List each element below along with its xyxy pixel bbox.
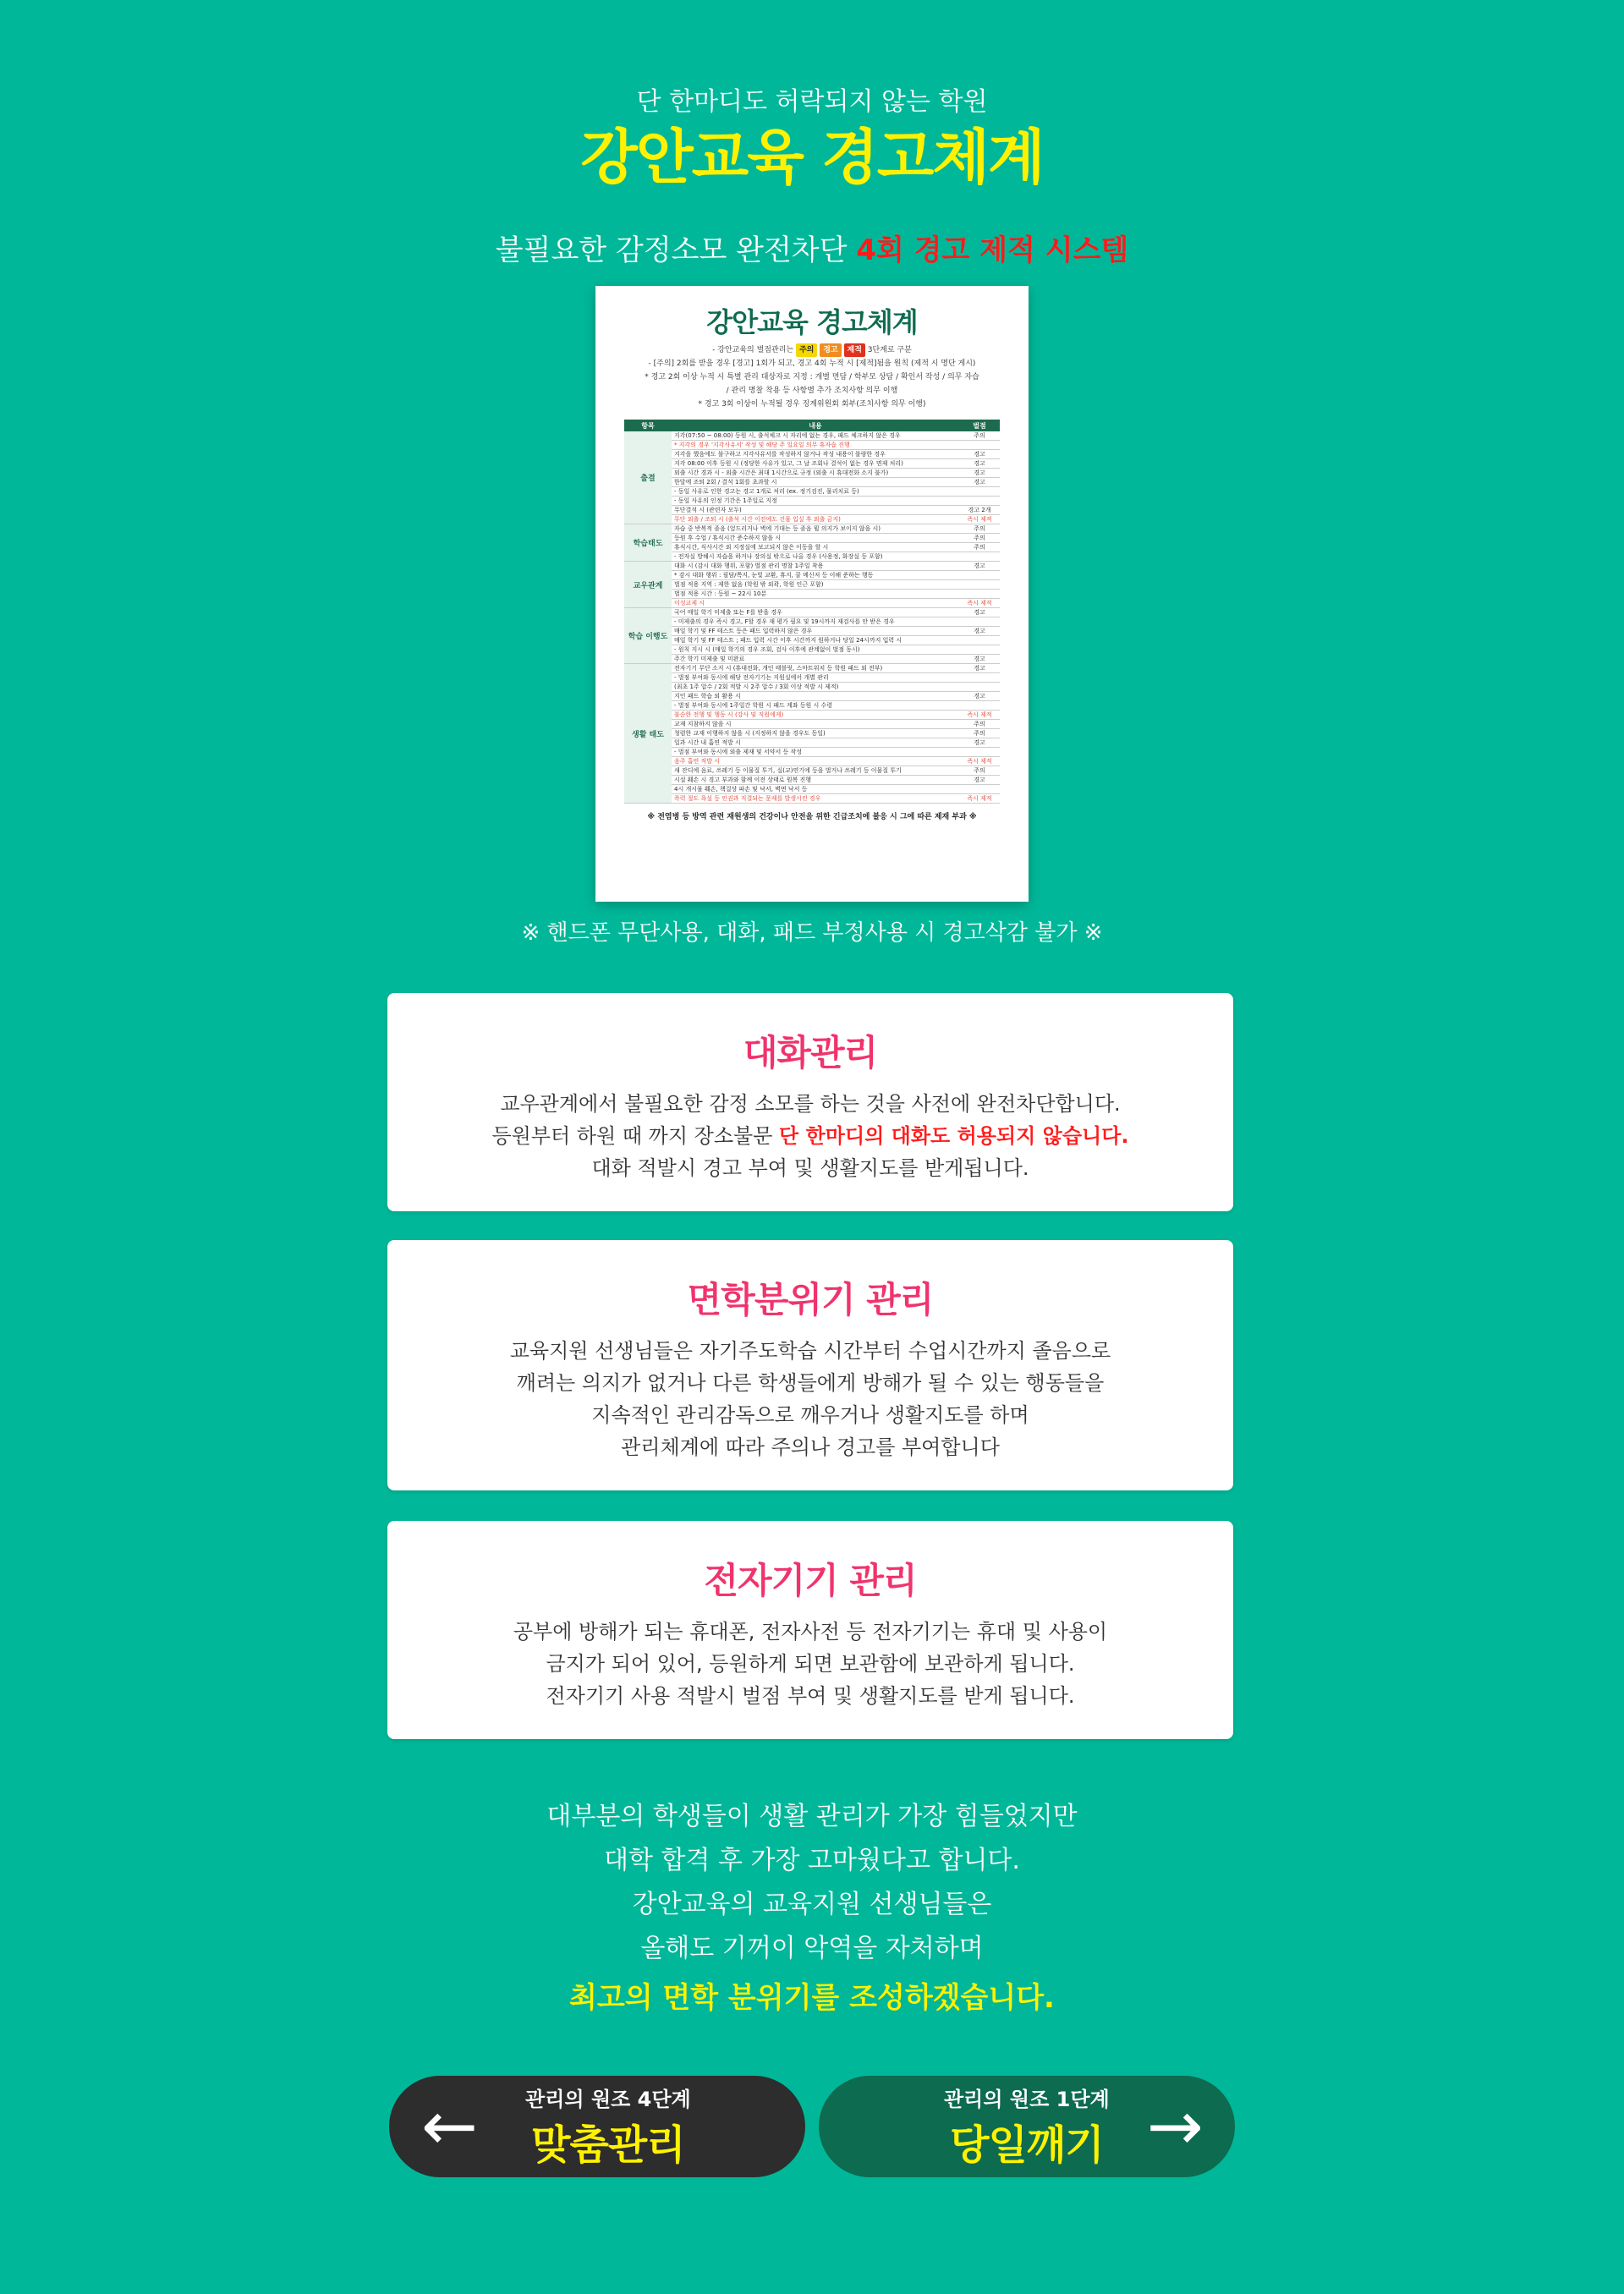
poster-category-cell: 교우관계	[624, 562, 672, 608]
poster-col-penalty: 벌점	[959, 420, 1000, 431]
poster-content-cell: 이성교제 시	[672, 599, 959, 608]
poster-content-cell: - 동일 사유로 인한 경고는 경고 1개로 처리 (ex. 정기검진, 물리치료 등)	[672, 487, 959, 497]
page-title: 강안교육 경고체계	[580, 123, 1044, 192]
closing-line: 올해도 기꺼이 악역을 자처하며	[640, 1934, 984, 1963]
device-card-title: 전자기기 관리	[704, 1560, 917, 1601]
poster-penalty-cell: 경고	[959, 627, 1000, 636]
poster-category-cell: 출결	[624, 431, 672, 524]
device-management-card	[387, 1521, 1233, 1739]
poster-penalty-cell	[959, 636, 1000, 645]
poster-content-cell: 교재 지참하지 않을 시	[672, 720, 959, 729]
poster-tag-expel: 제적	[844, 343, 865, 357]
prev-step-title: 맞춤관리	[531, 2121, 685, 2169]
poster-table-row	[624, 748, 1000, 757]
phone-usage-note: ※ 핸드폰 무단사용, 대화, 패드 부정사용 시 경고삭감 불가 ※	[521, 920, 1103, 946]
poster-table-row	[624, 524, 1000, 534]
poster-table-row	[624, 608, 1000, 617]
study-card-line: 지속적인 관리감독으로 깨우거나 생활지도를 하며	[591, 1403, 1029, 1427]
poster-title: 강안교육 경고체계	[706, 306, 918, 338]
poster-table-row	[624, 450, 1000, 459]
poster-table-row	[624, 627, 1000, 636]
poster-content-cell: 음주 흡연 적발 시	[672, 757, 959, 766]
poster-table-row	[624, 571, 1000, 580]
closing-line: 대부분의 학생들이 생활 관리가 가장 힘들었지만	[546, 1802, 1078, 1831]
poster-penalty-cell	[959, 580, 1000, 590]
poster-table-row	[624, 673, 1000, 683]
poster-penalty-cell	[959, 748, 1000, 757]
poster-content-cell: - 벌점 부여와 동시에 1주일간 학원 시 패드 계좌 등원 시 수령	[672, 701, 959, 711]
poster-content-cell: - 벌점 부여와 동시에 해당 전자기기는 지원실에서 개별 관리	[672, 673, 959, 683]
poster-penalty-cell: 즉시 제적	[959, 599, 1000, 608]
poster-penalty-cell: 주의	[959, 720, 1000, 729]
closing-line: 대학 합격 후 가장 고마웠다고 합니다.	[604, 1846, 1020, 1875]
poster-table	[624, 420, 1000, 804]
poster-content-cell: 새 잔디에 음료, 쓰레기 등 이물질 투기, 실(교)연기에 등을 벌거나 쓰레기 등 이물질 투기	[672, 766, 959, 776]
talk-card-line: 대화 적발시 경고 부여 및 생활지도를 받게됩니다.	[591, 1156, 1029, 1180]
tagline-prefix: 불필요한 감정소모 완전차단	[495, 233, 848, 267]
study-card-line: 관리체계에 따라 주의나 경고를 부여합니다	[621, 1435, 1000, 1459]
poster-table-row	[624, 701, 1000, 711]
poster-table-row	[624, 543, 1000, 552]
poster-table-row	[624, 776, 1000, 785]
poster-content-cell: 국어 매일 학기 미제출 또는 F를 받을 경우	[672, 608, 959, 617]
poster-note: * 경고 2회 이상 누적 시 특별 관리 대상자로 지정 : 개별 면담 / 학부모 상담 / 확인서 작성 / 의무 자습	[645, 373, 979, 381]
poster-content-cell: 지각(07:50 ~ 08:00) 등원 시, 출석체크 시 자리에 없는 경우, 패드 체크하지 않은 경우	[672, 431, 959, 441]
poster-content-cell: 자습 중 반복적 졸음 (엎드리거나 벽에 기대는 등 졸음 뭘 의지가 보이지 않을 시)	[672, 524, 959, 534]
poster-penalty-cell: 주의	[959, 534, 1000, 543]
poster-penalty-cell: 주의	[959, 524, 1000, 534]
study-atmosphere-card	[387, 1240, 1233, 1490]
device-card-line: 공부에 방해가 되는 휴대폰, 전자사전 등 전자기기는 휴대 및 사용이	[513, 1620, 1108, 1644]
poster-penalty-cell	[959, 552, 1000, 562]
poster-table-row	[624, 552, 1000, 562]
poster-table-row	[624, 534, 1000, 543]
poster-content-cell: 매일 학기 및 FF 테스트 ; 패드 입력 시간 이후 시간까지 원하거나 당일 24시까지 입력 시	[672, 636, 959, 645]
poster-content-cell: 무단결석 시 (관련자 모두)	[672, 506, 959, 515]
poster-content-cell: 벌점 적용 시간 : 등원 ~ 22시 10분	[672, 590, 959, 599]
poster-penalty-cell: 경고	[959, 664, 1000, 673]
poster-table-row	[624, 431, 1000, 441]
poster-content-cell: 4시 개시물 훼손, 책걸상 파손 및 낙서, 벽면 낙서 등	[672, 785, 959, 794]
poster-table-row	[624, 785, 1000, 794]
poster-table-row	[624, 711, 1000, 720]
poster-content-cell: 폭력 절도 욕설 등 인권과 직결되는 문제를 발생시킨 경우	[672, 794, 959, 804]
poster-table-row	[624, 655, 1000, 664]
poster-penalty-cell: 경고	[959, 562, 1000, 571]
arrow-left-icon: ←	[421, 2087, 479, 2165]
poster-penalty-cell: 즉시 제적	[959, 757, 1000, 766]
poster-penalty-cell: 주의	[959, 729, 1000, 738]
poster-table-row	[624, 738, 1000, 748]
poster-penalty-cell: 즉시 제적	[959, 515, 1000, 524]
poster-penalty-cell: 주의	[959, 766, 1000, 776]
poster-content-cell: (최초 1주 압수 / 2회 적발 시 2주 압수 / 3회 이상 적발 시 제적)	[672, 683, 959, 692]
poster-content-cell: * 지각의 경우 '지각사유서' 작성 및 해당 주 일요일 의무 휴자습 진행	[672, 441, 959, 450]
talk-card-line	[387, 1120, 1233, 1152]
poster-penalty-cell: 경고	[959, 655, 1000, 664]
device-card-line: 전자기기 사용 적발시 벌점 부여 및 생활지도를 받게 됩니다.	[546, 1684, 1075, 1708]
tagline-highlight: 4회 경고 제적 시스템	[856, 233, 1129, 267]
talk-card-line: 교우관계에서 불필요한 감정 소모를 하는 것을 사전에 완전차단합니다.	[500, 1092, 1121, 1116]
poster-penalty-cell	[959, 590, 1000, 599]
poster-penalty-cell	[959, 683, 1000, 692]
poster-penalty-cell	[959, 701, 1000, 711]
poster-category-cell: 학습 이행도	[624, 608, 672, 664]
poster-penalty-cell: 즉시 제적	[959, 711, 1000, 720]
tagline	[0, 227, 1624, 268]
poster-content-cell: 매일 학기 및 FF 테스트 등은 패드 입력하지 않은 경우	[672, 627, 959, 636]
next-step-label: 관리의 원조 1단계	[944, 2088, 1110, 2111]
poster-content-cell: 등원 후 수업 / 휴식시간 준수하지 않을 시	[672, 534, 959, 543]
poster-content-cell: 시설 훼손 시 경고 부과와 함께 이전 상태로 원복 진행	[672, 776, 959, 785]
poster-intro	[624, 343, 1000, 357]
poster-penalty-cell: 경고	[959, 738, 1000, 748]
prev-step-label: 관리의 원조 4단계	[525, 2088, 691, 2111]
poster-table-row	[624, 683, 1000, 692]
poster-table-row	[624, 645, 1000, 655]
poster-penalty-cell	[959, 441, 1000, 450]
poster-content-cell: * 감시 대화 행위 : 필담/쪽지, 눈빛 교환, 휴지, 쿨 메신저 등 이해 준하는 행동	[672, 571, 959, 580]
poster-footer: ※ 전염병 등 방역 관련 재원생의 건강이나 안전을 위한 긴급조치에 불응 시 그에 따른 제재 부과 ※	[647, 813, 977, 821]
poster-category-cell: 학습태도	[624, 524, 672, 562]
talk-card-line2-prefix: 등원부터 하원 때 까지 장소불문	[491, 1124, 780, 1148]
closing-message	[0, 1795, 1624, 2020]
poster-content-cell: 청렴한 교재 이행하지 않을 시 (지정하지 않을 경우도 동일)	[672, 729, 959, 738]
talk-card-line2-highlight: 단 한마디의 대화도 허용되지 않습니다.	[779, 1124, 1129, 1148]
poster-table-row	[624, 794, 1000, 804]
poster-content-cell: 지각 08:00 이후 등원 시 (정당한 사유가 있고, 그 날 조회나 결석이 없는 경우 면제 처리)	[672, 459, 959, 469]
poster-col-content: 내용	[672, 420, 959, 431]
poster-table-row	[624, 617, 1000, 627]
poster-penalty-cell: 경고	[959, 478, 1000, 487]
poster-category-cell: 생활 태도	[624, 664, 672, 804]
poster-table-row	[624, 562, 1000, 571]
poster-content-cell: 지각을 했음에도 불구하고 지각사유서를 작성하지 않거나 작성 내용이 불량한 경우	[672, 450, 959, 459]
closing-line: 강안교육의 교육지원 선생님들은	[632, 1890, 992, 1919]
poster-table-row	[624, 515, 1000, 524]
poster-intro-text: - 강안교육의 벌점관리는	[712, 346, 794, 354]
poster-content-cell: 전자기기 무단 소지 시 (휴대전화, 개인 태블릿, 스마트워치 등 학원 패드 외 전부)	[672, 664, 959, 673]
poster-content-cell: 불순한 전행 및 행동 시 (강사 및 직원에게)	[672, 711, 959, 720]
poster-penalty-cell: 즉시 제적	[959, 794, 1000, 804]
poster-penalty-cell: 경고 2개	[959, 506, 1000, 515]
header-subtitle: 단 한마디도 허락되지 않는 학원	[636, 87, 988, 117]
poster-table-row	[624, 636, 1000, 645]
poster-content-cell: 대화 시 (감시 대화 행위, 포함) 벌점 관리 명찰 1주일 착용	[672, 562, 959, 571]
poster-table-row	[624, 720, 1000, 729]
poster-note: * 경고 3회 이상이 누적될 경우 징계위원회 회부(조치사항 의무 이행)	[698, 400, 926, 409]
poster-penalty-cell	[959, 617, 1000, 627]
closing-final-line: 최고의 면학 분위기를 조성하겠습니다.	[569, 1981, 1055, 2015]
poster-table-row	[624, 729, 1000, 738]
arrow-right-icon: →	[1146, 2087, 1204, 2165]
next-step-title: 당일깨기	[950, 2121, 1104, 2169]
poster-content-cell: 외출 시간 경과 시 - 외출 시간은 최대 1시간으로 규정 (외출 시 휴대전화 소지 불가)	[672, 469, 959, 478]
poster-table-row	[624, 469, 1000, 478]
talk-card-title: 대화관리	[743, 1032, 878, 1073]
poster-penalty-cell	[959, 673, 1000, 683]
poster-content-cell: - 동일 사유의 인정 기간은 1주일로 지정	[672, 497, 959, 506]
poster-penalty-cell	[959, 497, 1000, 506]
poster-content-cell: - 벌점 부여와 동시에 외출 제재 및 서약서 등 작성	[672, 748, 959, 757]
poster-table-row	[624, 441, 1000, 450]
poster-table-row	[624, 506, 1000, 515]
poster-penalty-cell: 경고	[959, 776, 1000, 785]
poster-table-row	[624, 692, 1000, 701]
poster-tag-caution: 주의	[796, 343, 817, 357]
prev-step-button[interactable]	[389, 2076, 805, 2177]
poster-content-cell: - 원칙 지시 시 (매일 학기의 경우 조회, 검사 이후에 관계없이 벌점 동시)	[672, 645, 959, 655]
poster-table-row	[624, 497, 1000, 506]
poster-note: - [주의] 2회를 받을 경우 [경고] 1회가 되고, 경고 4회 누적 시 [제적]됨을 원칙 (제적 시 명단 게시)	[648, 359, 976, 368]
talk-management-card	[387, 993, 1233, 1211]
next-step-button[interactable]	[819, 2076, 1235, 2177]
poster-table-row	[624, 766, 1000, 776]
poster-penalty-cell: 경고	[959, 469, 1000, 478]
poster-table-row	[624, 580, 1000, 590]
poster-content-cell: 휴식시간, 식사시간 외 지정실에 보고되지 않은 이동을 할 시	[672, 543, 959, 552]
poster-table-row	[624, 599, 1000, 608]
poster-content-cell: - 전자실 방해시 자습을 하거나 장의실 밖으로 나올 경우 (사용정, 화장실 등 포함)	[672, 552, 959, 562]
poster-table-row	[624, 757, 1000, 766]
poster-content-cell: - 미제출의 경우 즉시 경고, F할 경우 재 평가 필요 및 19시까지 재검사를 안 받은 경우	[672, 617, 959, 627]
poster-penalty-cell: 경고	[959, 608, 1000, 617]
poster-penalty-cell	[959, 571, 1000, 580]
poster-content-cell: 일과 시간 내 흡연 적발 시	[672, 738, 959, 748]
poster-table-row	[624, 478, 1000, 487]
poster-col-category: 항목	[624, 420, 672, 431]
poster-table-row	[624, 459, 1000, 469]
device-card-line: 금지가 되어 있어, 등원하게 되면 보관함에 보관하게 됩니다.	[546, 1652, 1075, 1676]
study-card-line: 교육지원 선생님들은 자기주도학습 시간부터 수업시간까지 졸음으로	[509, 1339, 1111, 1363]
poster-content-cell: 한달에 조퇴 2회 / 결석 1회를 초과할 시	[672, 478, 959, 487]
poster-penalty-cell	[959, 487, 1000, 497]
poster-content-cell: 지인 패드 학습 외 활용 시	[672, 692, 959, 701]
study-card-line: 깨려는 의지가 없거나 다른 학생들에게 방해가 될 수 있는 행동들을	[516, 1371, 1105, 1395]
poster-penalty-cell: 경고	[959, 459, 1000, 469]
warning-system-poster	[595, 286, 1029, 902]
poster-content-cell: 무단 외출 / 조퇴 시 (출석 시간 이전에도 건물 입실 후 외출 금지)	[672, 515, 959, 524]
poster-table-row	[624, 590, 1000, 599]
poster-content-cell: 벌점 적용 지역 : 제한 없음 (학원 밖 외곽, 학원 인근 포함)	[672, 580, 959, 590]
poster-note: / 관리 명찰 착용 등 사항별 추가 조치사항 의무 이행	[726, 387, 898, 395]
poster-penalty-cell	[959, 785, 1000, 794]
poster-table-row	[624, 487, 1000, 497]
study-card-title: 면학분위기 관리	[687, 1279, 934, 1320]
poster-penalty-cell: 주의	[959, 431, 1000, 441]
poster-content-cell: 주간 학기 미제출 및 미완료	[672, 655, 959, 664]
poster-intro-suffix: 3단계로 구분	[867, 346, 912, 354]
poster-penalty-cell	[959, 645, 1000, 655]
poster-penalty-cell: 경고	[959, 692, 1000, 701]
poster-penalty-cell: 경고	[959, 450, 1000, 459]
poster-table-row	[624, 664, 1000, 673]
poster-penalty-cell: 주의	[959, 543, 1000, 552]
poster-tag-warning: 경고	[820, 343, 841, 357]
